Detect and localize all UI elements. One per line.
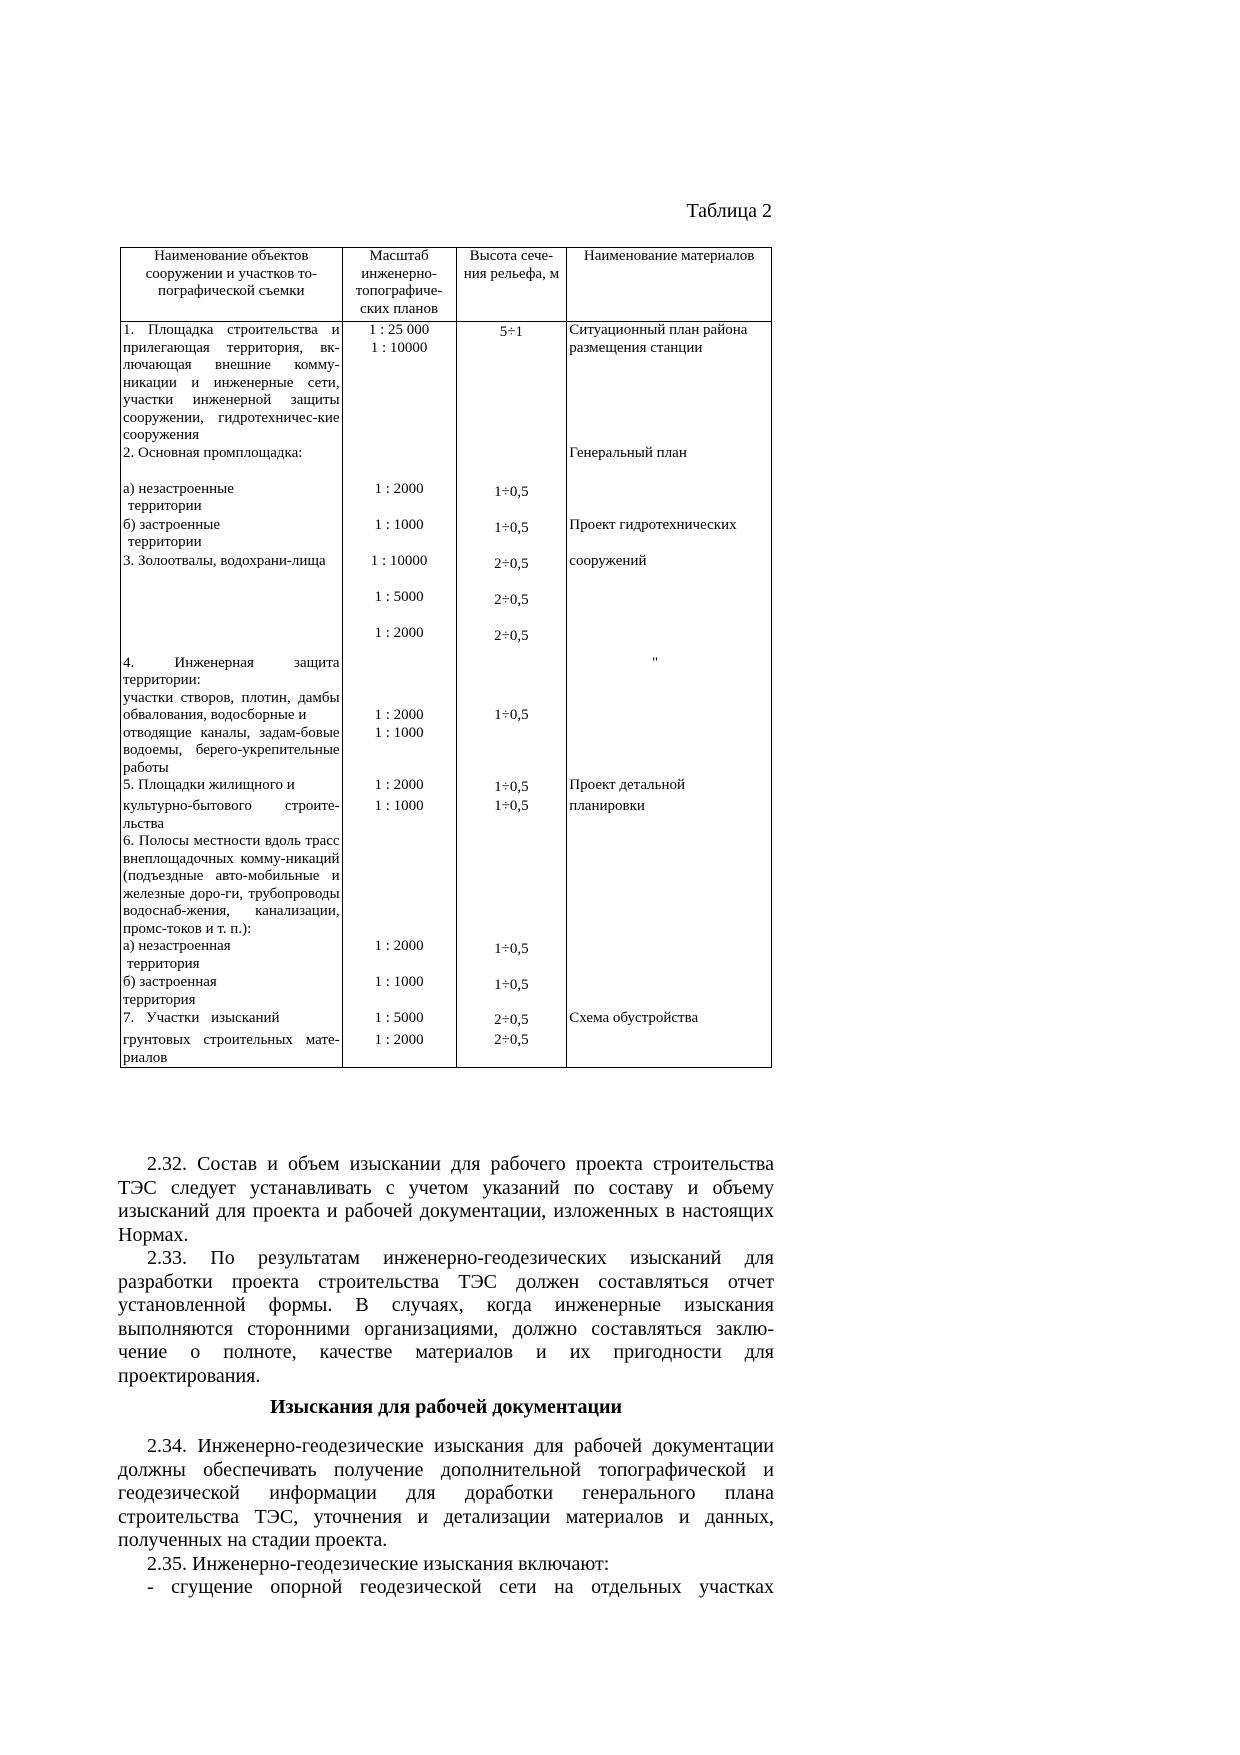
row1-name: 1. Площадка строительства и прилегающая территория, вк-лючающая внешние комму-никации и инженерные сети, участки инженерной защиты сооружении, гидротехничес-кие сооружения	[121, 322, 343, 445]
table-row	[121, 1032, 772, 1068]
table-row	[121, 655, 772, 690]
row2-material: Генеральный план	[567, 445, 772, 481]
row4-sub1: участки створов, плотин, дамбы обвалования, водосборные и	[121, 690, 343, 725]
row5-material-line1: Проект детальной	[567, 777, 772, 798]
row4-sub2: отводящие каналы, задам-бовые водоемы, берего-укрепительные работы	[121, 725, 343, 778]
row3-scale-c: 1 : 2000	[342, 625, 456, 655]
body-paragraphs-bottom	[118, 1435, 774, 1600]
row6a-height: 1÷0,5	[456, 938, 567, 974]
row1-height: 5÷1	[456, 322, 567, 445]
row2a-height: 1÷0,5	[456, 481, 567, 517]
table-row	[121, 833, 772, 938]
row3-height-b: 2÷0,5	[456, 589, 567, 625]
paragraph-2-35: 2.35. Инженерно-геодезические изыскания включают:	[147, 1552, 610, 1575]
table-header-row	[121, 248, 772, 322]
table-row	[121, 517, 772, 553]
row1-scale-b: 1 : 10000	[370, 339, 428, 356]
table-row	[121, 725, 772, 778]
row6b-name	[121, 974, 343, 1010]
paragraph-2-32: 2.32. Состав и объем изыскании для рабочего проекта строительства ТЭС следует устанавливать с учетом указаний по составу и объему изысканий для проекта и рабочей документации, изложенных в настоящих Нормах.	[118, 1153, 774, 1246]
paragraph-2-34: 2.34. Инженерно-геодезические изыскания для рабочей документации должны обеспечивать получение дополнительной топографической и геодезической информации для доработки генерального плана строительства ТЭС, уточнения и детализации материалов и данных, полученных на стадии проекта.	[118, 1435, 774, 1551]
row2-name: 2. Основная промплощадка:	[121, 445, 343, 481]
row2a-name	[121, 481, 343, 517]
row6b-scale: 1 : 1000	[342, 974, 456, 1010]
row6-name: 6. Полосы местности вдоль трасс внеплощадочных комму-никаций (подъездные авто-мобильные и железные доро-ги, трубопроводы водоснаб-жения, канализации, промс-токов и т. п.):	[121, 833, 343, 938]
row5-name-line2: культурно-бытового строите-льства	[121, 798, 343, 833]
row2b-height: 1÷0,5	[456, 517, 567, 553]
table-row	[121, 322, 772, 445]
row6a-name	[121, 938, 343, 974]
row2b-name	[121, 517, 343, 553]
row6a-name-line2: территория	[127, 955, 200, 972]
row5-scale-a: 1 : 2000	[342, 777, 456, 798]
row1-material: Ситуационный план района размещения станции	[567, 322, 772, 445]
survey-table	[120, 247, 772, 1068]
row3-scale-a: 1 : 10000	[342, 553, 456, 589]
table-row	[121, 777, 772, 798]
row4-material: "	[567, 655, 772, 690]
row3-name: 3. Золоотвалы, водохрани-лища	[121, 553, 343, 589]
row7-scale-a: 1 : 5000	[342, 1010, 456, 1032]
table-caption: Таблица 2	[686, 200, 772, 222]
row5-height-a: 1÷0,5	[456, 777, 567, 798]
paragraph-2-33: 2.33. По результатам инженерно-геодезических изысканий для разработки проекта строительства ТЭС должен составляться отчет установленной формы. В случаях, когда инженерные изыскания выполняются сторонними организациями, должно составляться заклю-чение о полноте, качестве материалов и их пригодности для проектирования.	[118, 1247, 774, 1387]
table-row	[121, 974, 772, 1010]
table-row	[121, 589, 772, 625]
row5-material-line2: планировки	[567, 798, 772, 833]
row6a-scale: 1 : 2000	[342, 938, 456, 974]
table-row	[121, 938, 772, 974]
row3-scale-b: 1 : 5000	[342, 589, 456, 625]
section-heading: Изыскания для рабочей документации	[269, 1396, 623, 1418]
row7-name-line1: 7. Участки изысканий	[121, 1010, 343, 1032]
body-paragraphs-top	[118, 1153, 774, 1388]
table-row	[121, 625, 772, 655]
row7-material: Схема обустройства	[567, 1010, 772, 1032]
table-row	[121, 798, 772, 833]
header-scale: Масштаб инженерно-топографиче-ских планов	[342, 248, 456, 322]
row6b-name-line2: территория	[123, 991, 196, 1008]
bullet-item: - сгущение опорной геодезической сети на отдельных участках	[147, 1576, 774, 1598]
row2a-name-line2: территории	[128, 498, 202, 514]
row2a-name-line1: а) незастроенные	[123, 480, 234, 497]
row1-scale	[342, 322, 456, 445]
row6b-height: 1÷0,5	[456, 974, 567, 1010]
row2a-scale: 1 : 2000	[342, 481, 456, 517]
row7-scale-b: 1 : 2000	[342, 1032, 456, 1068]
row6a-name-line1: а) незастроенная	[123, 938, 231, 954]
row7-height-a: 2÷0,5	[456, 1010, 567, 1032]
table-row	[121, 553, 772, 589]
header-objects: Наименование объектов сооружении и участков то-пографической съемки	[121, 248, 343, 322]
row2b-name-line1: б) застроенные	[123, 516, 220, 533]
row4-height-a: 1÷0,5	[456, 690, 567, 725]
row6b-name-line1: б) застроенная	[123, 974, 217, 990]
table-row	[121, 481, 772, 517]
row1-scale-a: 1 : 25 000	[368, 322, 430, 338]
row4-name: 4. Инженерная защита территории:	[121, 655, 343, 690]
row7-name-line2: грунтовых строительных мате-риалов	[121, 1032, 343, 1068]
row3-material: сооружений	[567, 553, 772, 589]
table-row	[121, 690, 772, 725]
row4-scale-a: 1 : 2000	[342, 690, 456, 725]
row3-height-c: 2÷0,5	[456, 625, 567, 655]
row2b-scale: 1 : 1000	[342, 517, 456, 553]
row7-height-b: 2÷0,5	[456, 1032, 567, 1068]
row5-scale-b: 1 : 1000	[342, 798, 456, 833]
row2b-name-line2: территории	[128, 534, 202, 550]
header-relief-height: Высота сече-ния рельефа, м	[456, 248, 567, 322]
row2b-material: Проект гидротехнических	[567, 517, 772, 553]
row3-height-a: 2÷0,5	[456, 553, 567, 589]
row4-scale-b: 1 : 1000	[342, 725, 456, 778]
table-row	[121, 1010, 772, 1032]
row5-height-b: 1÷0,5	[456, 798, 567, 833]
row5-name-line1: 5. Площадки жилищного и	[121, 777, 343, 798]
table-row	[121, 445, 772, 481]
header-materials: Наименование материалов	[567, 248, 772, 322]
